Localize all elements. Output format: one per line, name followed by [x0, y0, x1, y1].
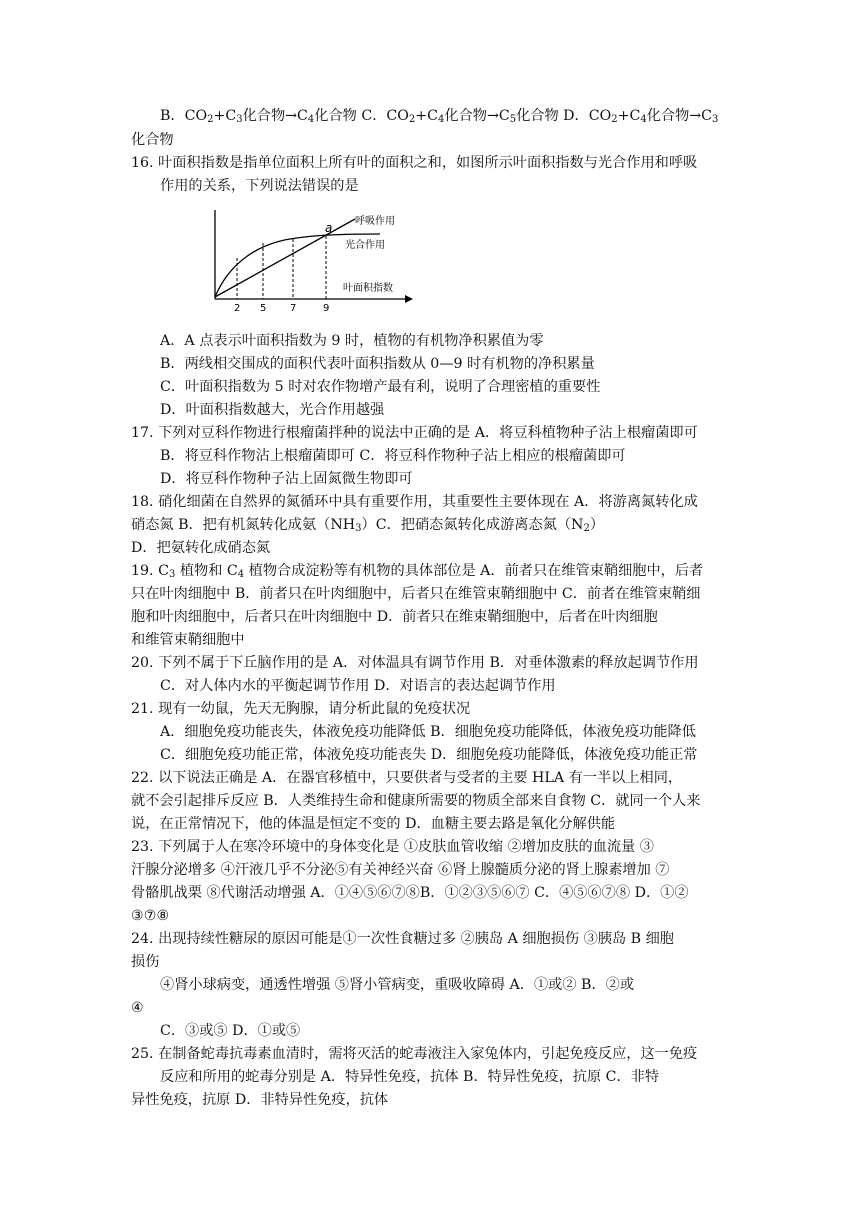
- text-run: +C: [617, 108, 641, 124]
- leaf-area-index-chart: [205, 206, 425, 318]
- text-run: 植物合成淀粉等有机物的具体部位是 A．前者只在维管束鞘细胞中，后者: [244, 563, 704, 579]
- text-run: D．将豆科作物种子沾上固氮微生物即可: [160, 471, 413, 487]
- x-tick-2: 2: [234, 303, 241, 314]
- question-21-options-ab: [160, 722, 860, 742]
- question-23-line-3: [131, 883, 860, 903]
- subscript: 3: [712, 114, 719, 125]
- text-run: 硝态氮 B．把有机氮转化成氨（NH: [131, 517, 356, 533]
- text-run: 就不会引起排斥反应 B．人类维持生命和健康所需要的物质全部来自食物 C．就同一个人来: [131, 793, 701, 809]
- text-run: 骨骼肌战栗 ⑧代谢活动增强 A．①④⑤⑥⑦⑧B．①②③⑤⑥⑦ C．④⑤⑥⑦⑧ D．①②: [131, 885, 689, 901]
- question-20-line-2: [160, 676, 860, 696]
- text-run: 24. 出现持续性糖尿的原因可能是①一次性食糖过多 ②胰岛 A 细胞损伤 ③胰岛 B 细胞: [131, 931, 674, 947]
- question-24-line-1: [131, 929, 860, 949]
- option-16b: [160, 354, 860, 374]
- photosynthesis-label: 光合作用: [345, 240, 385, 251]
- question-19-line-4: [131, 630, 860, 650]
- text-run: 化合物 D．CO: [516, 108, 612, 124]
- text-run: 只在叶肉细胞中 B．前者只在叶肉细胞中，后者只在维管束鞘细胞中 C．前者在维管束鞘细: [131, 586, 701, 602]
- x-axis-label: 叶面积指数: [343, 283, 393, 294]
- question-20-line-1: [131, 653, 860, 673]
- question-23-line-4: [131, 906, 860, 926]
- text-run: C．③或⑤ D．①或⑤: [160, 1023, 301, 1039]
- question-17-line-1: [131, 423, 860, 443]
- question-21-stem: [131, 699, 860, 719]
- text-run: +C: [415, 108, 439, 124]
- text-run: 19. C: [131, 563, 169, 579]
- text-run: 作用的关系，下列说法错误的是: [160, 178, 359, 194]
- text-run: C．对人体内水的平衡起调节作用 D．对语言的表达起调节作用: [160, 678, 556, 694]
- question-19-line-2: [131, 584, 860, 604]
- subscript: 4: [307, 114, 315, 125]
- subscript: 2: [207, 114, 214, 125]
- respiration-line: [215, 219, 355, 297]
- question-18-line-2: [131, 515, 860, 535]
- option-16a: [160, 331, 860, 351]
- x-axis-arrow: [405, 295, 413, 303]
- question-19-line-1: [131, 561, 860, 581]
- text-run: 损伤: [131, 954, 160, 970]
- text-run: D．把氨转化成硝态氮: [131, 540, 271, 556]
- question-22-line-1: [131, 768, 860, 788]
- text-run: 化合物→C: [646, 108, 713, 124]
- subscript: 4: [237, 569, 245, 580]
- text-run: 化合物→C: [242, 108, 308, 124]
- text-run: A．细胞免疫功能丧失，体液免疫功能降低 B．细胞免疫功能降低，体液免疫功能降低: [160, 724, 696, 740]
- question-25-line-1: [131, 1044, 860, 1064]
- text-run: 化合物: [131, 132, 174, 148]
- question-18-line-3: [131, 538, 860, 558]
- x-tick-9: 9: [323, 303, 330, 314]
- text-run: 化合物 C．CO: [314, 108, 409, 124]
- question-19-line-3: [131, 607, 860, 627]
- text-run: 说，在正常情况下，他的体温是恒定不变的 D．血糖主要去路是氧化分解供能: [131, 816, 616, 832]
- x-tick-5: 5: [260, 303, 267, 314]
- text-run: ④: [131, 1000, 144, 1016]
- text-run: 胞和叶肉细胞中，后者只在叶肉细胞中 D．前者只在维束鞘细胞中，后者在叶肉细胞: [131, 609, 658, 625]
- question-25-line-2: [160, 1067, 860, 1087]
- text-run: ③⑦⑧: [131, 908, 170, 924]
- question-16-stem-line-2: [160, 176, 860, 196]
- text-run: A．A 点表示叶面积指数为 9 时，植物的有机物净积累值为零: [160, 333, 544, 349]
- text-run: C．叶面积指数为 5 时对农作物增产最有利，说明了合理密植的重要性: [160, 379, 601, 395]
- subscript: 5: [509, 114, 517, 125]
- text-run: 异性免疫，抗原 D．非特异性免疫，抗体: [131, 1092, 389, 1108]
- question-24-line-5: [160, 1021, 860, 1041]
- point-a-label: a: [325, 221, 333, 235]
- text-run: D．叶面积指数越大，光合作用越强: [160, 402, 385, 418]
- text-run: 16. 叶面积指数是指单位面积上所有叶的面积之和，如图所示叶面积指数与光合作用和呼吸: [131, 155, 698, 171]
- text-run: 20. 下列不属于下丘脑作用的是 A．对体温具有调节作用 B．对垂体激素的释放起调节作用: [131, 655, 699, 671]
- question-22-line-2: [131, 791, 860, 811]
- respiration-label: 呼吸作用: [355, 216, 395, 227]
- text-run: 23. 下列属于人在寒冷环境中的身体变化是 ①皮肤血管收缩 ②增加皮肤的血流量 ③: [131, 839, 654, 855]
- subscript: 3: [168, 569, 176, 580]
- question-22-line-3: [131, 814, 860, 834]
- text-run: 17. 下列对豆科作物进行根瘤菌拌种的说法中正确的是 A．将豆科植物种子沾上根瘤菌即可: [131, 425, 698, 441]
- question-24-line-4: [131, 998, 860, 1018]
- text-run: 化合物→C: [444, 108, 510, 124]
- subscript: 3: [355, 523, 362, 534]
- text-run: 25. 在制备蛇毒抗毒素血清时，需将灭活的蛇毒液注入家兔体内，引起免疫反应，这一免疫: [131, 1046, 698, 1062]
- question-24-line-2: [131, 952, 860, 972]
- text-run: B．两线相交围成的面积代表叶面积指数从 0—9 时有机物的净积累量: [160, 356, 595, 372]
- question-16-stem-line-1: [131, 153, 860, 173]
- question-17-line-2: [160, 446, 860, 466]
- question-15-options-line-2: [131, 130, 860, 150]
- text-run: 汗腺分泌增多 ④汗液几乎不分泌⑤有关神经兴奋 ⑥肾上腺髓质分泌的肾上腺素增加 ⑦: [131, 862, 670, 878]
- text-run: 植物和 C: [175, 563, 238, 579]
- question-21-options-cd: [160, 745, 860, 765]
- question-25-line-3: [131, 1090, 860, 1110]
- text-run: ④肾小球病变，通透性增强 ⑤肾小管病变，重吸收障碍 A．①或② B．②或: [160, 977, 635, 993]
- text-run: 和维管束鞘细胞中: [131, 632, 245, 648]
- text-run: ）C．把硝态氮转化成游离态氮（N: [361, 517, 584, 533]
- question-18-line-1: [131, 492, 860, 512]
- subscript: 2: [583, 523, 590, 534]
- text-run: ）: [589, 517, 605, 533]
- text-run: 22. 以下说法正确是 A．在器官移植中，只要供者与受者的主要 HLA 有一半以上相同，: [131, 770, 683, 786]
- subscript: 4: [438, 114, 445, 125]
- option-16c: [160, 377, 860, 397]
- text-run: +C: [213, 108, 237, 124]
- question-24-line-3: [160, 975, 860, 995]
- text-run: 反应和所用的蛇毒分别是 A．特异性免疫，抗体 B．特异性免疫，抗原 C．非特: [160, 1069, 660, 1085]
- subscript: 3: [236, 114, 243, 125]
- text-run: 18. 硝化细菌在自然界的氮循环中具有重要作用，其重要性主要体现在 A．将游离氮转化成: [131, 494, 698, 510]
- text-run: 21. 现有一幼鼠，先天无胸腺，请分析此鼠的免疫状况: [131, 701, 471, 717]
- x-tick-7: 7: [290, 303, 297, 314]
- question-23-line-1: [131, 837, 860, 857]
- subscript: 4: [640, 114, 647, 125]
- subscript: 2: [408, 114, 416, 125]
- question-17-line-3: [160, 469, 860, 489]
- question-15-options-line-1: [160, 106, 860, 126]
- question-23-line-2: [131, 860, 860, 880]
- text-run: B．CO: [160, 108, 208, 124]
- text-run: C．细胞免疫功能正常，体液免疫功能丧失 D．细胞免疫功能降低，体液免疫功能正常: [160, 747, 698, 763]
- text-run: B．将豆科作物沾上根瘤菌即可 C．将豆科作物种子沾上相应的根瘤菌即可: [160, 448, 626, 464]
- option-16d: [160, 400, 860, 420]
- subscript: 2: [611, 114, 618, 125]
